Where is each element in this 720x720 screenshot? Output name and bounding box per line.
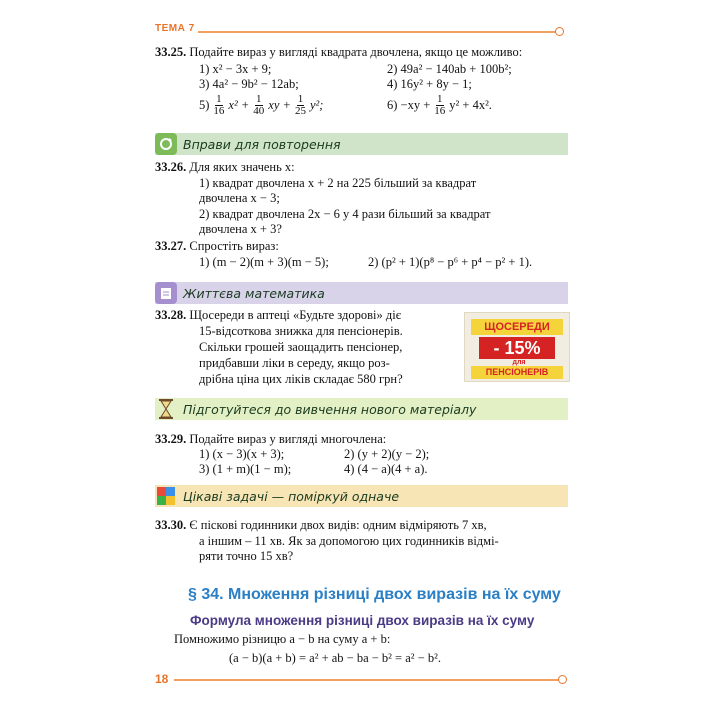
band-prepare-new-material — [155, 398, 568, 420]
ex3328-line3: Скільки грошей заощадить пенсіонер, — [199, 340, 403, 354]
band-label: Вправи для повторення — [183, 136, 341, 152]
fraction: $\frac{1}{25}$ — [294, 93, 306, 117]
section-subtitle: Формула множення різниці двох виразів на їх суму — [190, 613, 535, 628]
ex3330-line3: ряти точно 15 хв? — [199, 549, 294, 563]
ex3326-line3: 2) квадрат двочлена 2x − 6 у 4 рази більший за квадрат — [199, 207, 491, 221]
ex3326-line1: 1) квадрат двочлена x + 2 на 225 більший за квадрат — [199, 176, 477, 190]
ex3329-item2: 2) (y + 2)(y − 2); — [344, 447, 430, 461]
hourglass-icon — [155, 398, 177, 420]
fraction: $\frac{1}{16}$ — [213, 93, 225, 117]
notepad-icon — [155, 282, 177, 304]
ex3325-item3: 3) 4a² − 9b² − 12ab; — [199, 77, 299, 91]
ex3325-item4: 4) 16y² + 8y − 1; — [387, 77, 472, 91]
promo-discount: - 15% — [479, 337, 555, 359]
ex3329-item4: 4) (4 − a)(4 + a). — [344, 462, 428, 476]
ex3326-line4: двочлена x + 3? — [199, 222, 282, 236]
band-label: Цікаві задачі — поміркуй одначе — [183, 488, 400, 504]
section-title: § 34. Множення різниці двох виразів на їх суму — [188, 586, 561, 603]
ex3328-line2: 15-відсоткова знижка для пенсіонерів. — [199, 324, 403, 338]
page-number: 18 — [155, 672, 169, 686]
ex3326-line2: двочлена x − 3; — [199, 191, 280, 205]
footer-rule-dot — [558, 675, 567, 684]
ex3328-line4: придбавши ліки в середу, якщо роз- — [199, 356, 390, 370]
section-formula: (a − b)(a + b) = a² + ab − ba − b² = a² − b². — [229, 651, 441, 665]
exercise-33-29: 33.29. Подайте вираз у вигляді многочлена: — [155, 432, 387, 446]
ex3327-item2: 2) (p² + 1)(p⁸ − p⁶ + p⁴ − p² + 1). — [368, 255, 533, 269]
exercise-33-30: 33.30. Є піскові годинники двох видів: одним відміряють 7 хв, — [155, 518, 487, 532]
band-label: Життєва математика — [183, 285, 325, 301]
exercise-33-27: 33.27. Спростіть вираз: — [155, 239, 279, 253]
ex3328-line5: дрібна ціна цих ліків складає 580 грн? — [199, 372, 403, 386]
ex3329-item1: 1) (x − 3)(x + 3); — [199, 447, 285, 461]
band-label: Підготуйтеся до вивчення нового матеріалу — [183, 401, 477, 417]
ex3325-item5: 5) $\frac{1}{16}$ x² + $\frac{1}{40}$ xy + $\frac{1}{25}$ y²; — [199, 93, 324, 117]
topic-label: ТЕМА 7 — [155, 23, 195, 34]
exercise-33-25: 33.25. Подайте вираз у вигляді квадрата двочлена, якщо це можливо: — [155, 45, 523, 59]
promo-for: для — [512, 359, 526, 366]
ex3327-item1: 1) (m − 2)(m + 3)(m − 5); — [199, 255, 329, 269]
refresh-icon — [155, 133, 177, 155]
footer-rule — [174, 679, 559, 681]
discount-poster — [464, 312, 570, 382]
promo-weekday: ЩОСЕРЕДИ — [471, 319, 563, 335]
ex3329-item3: 3) (1 + m)(1 − m); — [199, 462, 292, 476]
exercise-33-26: 33.26. Для яких значень x: — [155, 160, 295, 174]
header-rule — [198, 31, 556, 33]
promo-audience: ПЕНСІОНЕРІВ — [471, 366, 563, 379]
fraction: $\frac{1}{16}$ — [434, 93, 446, 117]
band-interesting-problems — [155, 485, 568, 507]
band-exercises-review — [155, 133, 568, 155]
fraction: $\frac{1}{40}$ — [253, 93, 265, 117]
exercise-33-28: 33.28. Щосереди в аптеці «Будьте здорові» діє — [155, 308, 402, 322]
ex3325-item2: 2) 49a² − 140ab + 100b²; — [387, 62, 512, 76]
puzzle-cube-icon — [155, 485, 177, 507]
ex3325-item1: 1) x² − 3x + 9; — [199, 62, 272, 76]
ex3330-line2: а іншим – 11 хв. Як за допомогою цих годинників відмі- — [199, 534, 499, 548]
section-intro: Помножимо різницю a − b на суму a + b: — [174, 632, 391, 646]
band-life-math — [155, 282, 568, 304]
ex3325-item6: 6) −xy + $\frac{1}{16}$ y² + 4x². — [387, 93, 492, 117]
header-rule-dot — [555, 27, 564, 36]
